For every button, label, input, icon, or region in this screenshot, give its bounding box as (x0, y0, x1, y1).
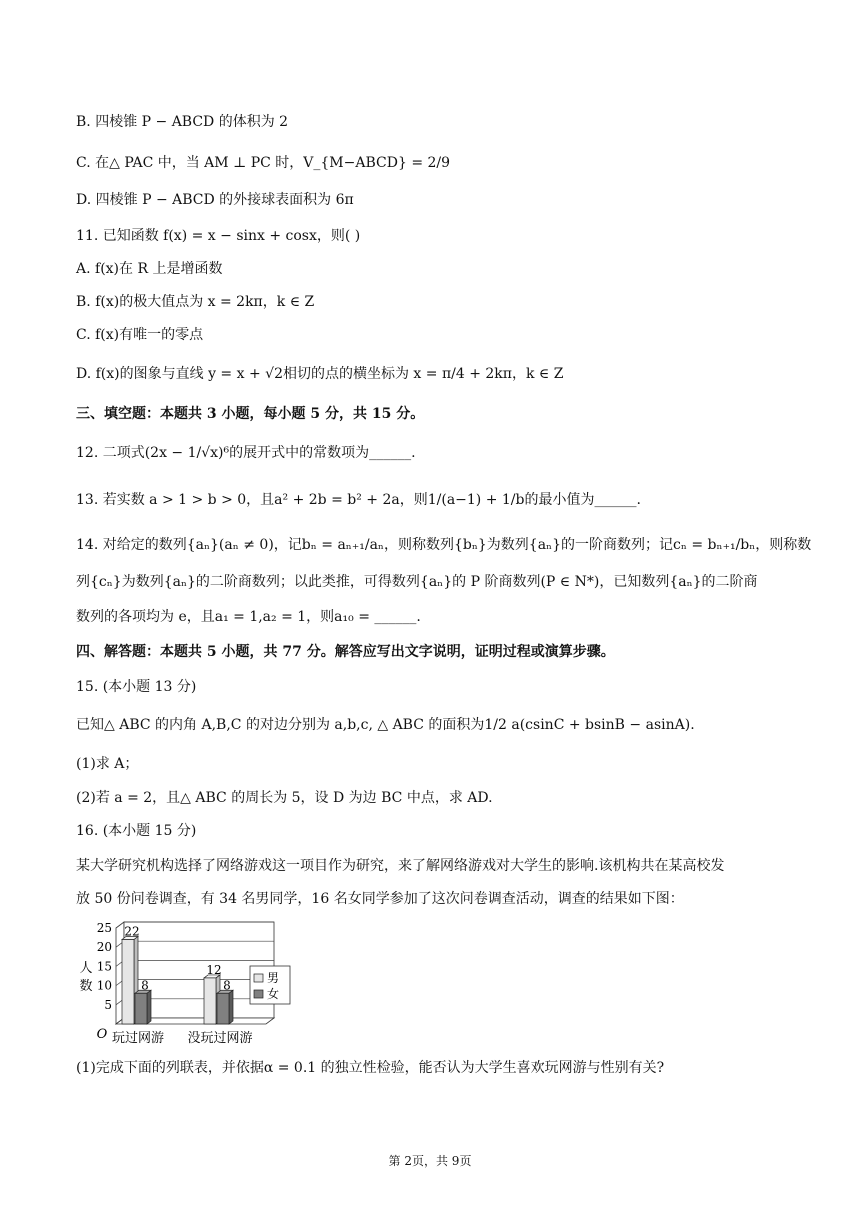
y-axis-label-char: 数 (79, 979, 93, 994)
question-13: 13. 若实数 a > 1 > b > 0，且a² + 2b = b² + 2a，则1/(a−1) + 1/b的最小值为______. (76, 492, 641, 508)
bar-side (147, 990, 151, 1024)
option-11c: C. f(x)有唯一的零点 (76, 327, 204, 343)
origin-label: O (96, 1027, 108, 1042)
legend-label: 女 (267, 987, 280, 1001)
bar-chart (76, 912, 296, 1048)
question-15-text: 已知△ ABC 的内角 A,B,C 的对边分别为 a,b,c, △ ABC 的面积为1/2 a(csinC + bsinB − asinA). (76, 717, 695, 733)
x-tick-label: 没玩过网游 (187, 1031, 253, 1046)
option-11d: D. f(x)的图象与直线 y = x + √2相切的点的横坐标为 x = π/4 + 2kπ，k ∈ Z (76, 366, 564, 382)
y-tick-label: 10 (96, 978, 112, 993)
data-label: 12 (206, 962, 222, 977)
section-heading-3: 三、填空题：本题共 3 小题，每小题 5 分，共 15 分。 (76, 406, 425, 422)
question-15-part-2: (2)若 a = 2，且△ ABC 的周长为 5，设 D 为边 BC 中点，求 AD. (76, 790, 493, 806)
bar (135, 993, 147, 1024)
question-14-line-1: 14. 对给定的数列{aₙ}(aₙ ≠ 0)，记bₙ = aₙ₊₁/aₙ，则称数列{bₙ}为数列{aₙ}的一阶商数列；记cₙ = bₙ₊₁/bₙ，则称数 (76, 537, 812, 553)
question-16-line-2: 放 50 份问卷调查，有 34 名男同学，16 名女同学参加了这次问卷调查活动，调查的结果如下图： (76, 891, 684, 907)
question-15-header: 15. (本小题 13 分) (76, 679, 197, 695)
y-axis-label-char: 人 (79, 961, 93, 976)
section-heading-4: 四、解答题：本题共 5 小题，共 77 分。解答应写出文字说明，证明过程或演算步骤。 (76, 644, 615, 660)
question-16-part-1: (1)完成下面的列联表，并依据α = 0.1 的独立性检验，能否认为大学生喜欢玩网游与性别有关? (76, 1060, 665, 1076)
legend-swatch (254, 990, 263, 998)
option-10b: B. 四棱锥 P − ABCD 的体积为 2 (76, 114, 289, 130)
page-footer: 第 2页，共 9页 (388, 1154, 472, 1168)
question-14-line-3: 数列的各项均为 e，且a₁ = 1,a₂ = 1，则a₁₀ = ______. (76, 609, 421, 625)
bar (217, 993, 229, 1024)
question-16-header: 16. (本小题 15 分) (76, 823, 197, 839)
question-15-part-1: (1)求 A； (76, 756, 139, 772)
legend-swatch (254, 974, 263, 982)
x-tick-label: 玩过网游 (111, 1031, 165, 1046)
y-tick-label: 5 (104, 997, 112, 1012)
data-label: 22 (124, 924, 140, 939)
data-label: 8 (141, 978, 149, 993)
y-tick-label: 25 (96, 921, 112, 935)
y-tick-label: 20 (96, 940, 112, 955)
bar (122, 940, 134, 1024)
option-11b: B. f(x)的极大值点为 x = 2kπ，k ∈ Z (76, 294, 315, 310)
option-10d: D. 四棱锥 P − ABCD 的外接球表面积为 6π (76, 192, 354, 208)
option-10c: C. 在△ PAC 中，当 AM ⊥ PC 时，V_{M−ABCD} = 2/9 (76, 155, 451, 171)
bar-side (229, 990, 233, 1024)
question-14-line-2: 列{cₙ}为数列{aₙ}的二阶商数列；以此类推，可得数列{aₙ}的 P 阶商数列(P ∈ N*)，已知数列{aₙ}的二阶商 (76, 574, 758, 590)
question-16-line-1: 某大学研究机构选择了网络游戏这一项目作为研究，来了解网络游戏对大学生的影响.该机构共在某高校发 (76, 858, 725, 874)
option-11a: A. f(x)在 R 上是增函数 (76, 261, 223, 277)
question-12: 12. 二项式(2x − 1/√x)⁶的展开式中的常数项为______. (76, 445, 416, 461)
y-tick-label: 15 (96, 959, 112, 974)
data-label: 8 (223, 978, 231, 993)
legend-label: 男 (267, 971, 280, 985)
bar (204, 978, 216, 1024)
question-11: 11. 已知函数 f(x) = x − sinx + cosx，则( ) (76, 228, 361, 244)
